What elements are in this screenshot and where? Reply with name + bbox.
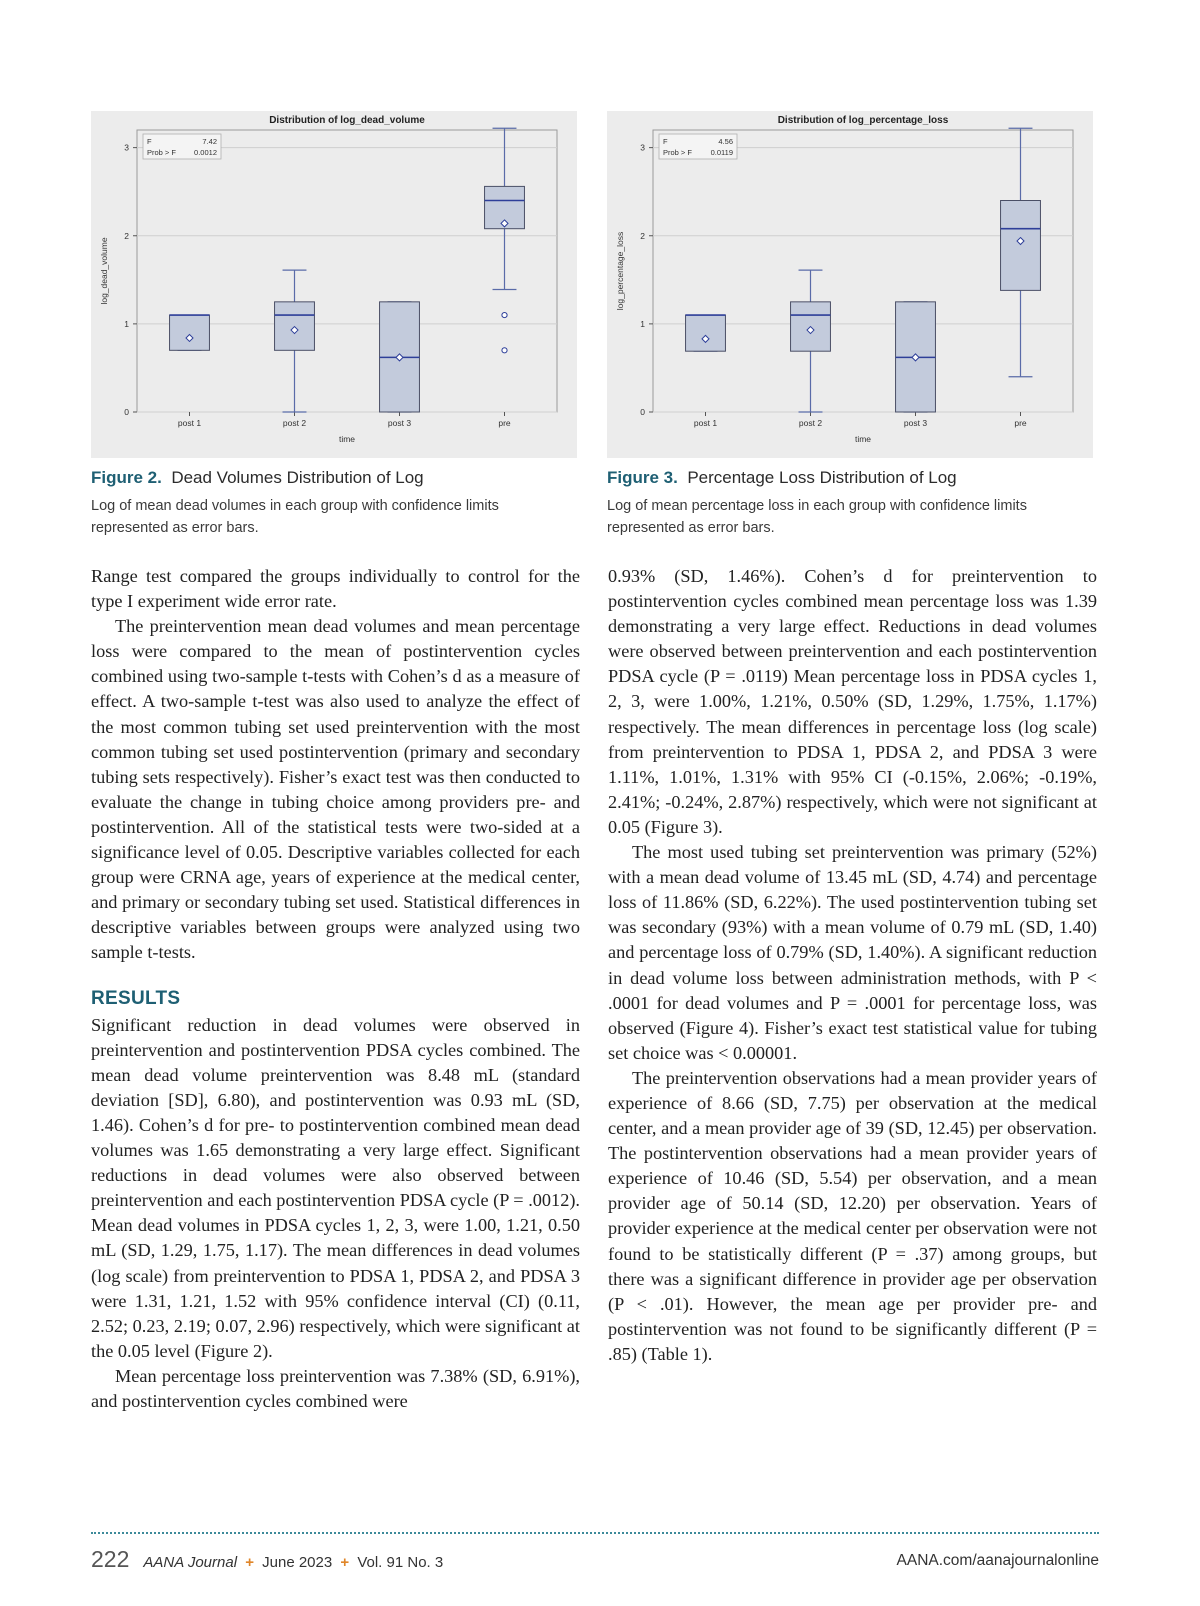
- x-axis-label: time: [338, 434, 356, 444]
- journal-website-link[interactable]: AANA.com/aanajournalonline: [896, 1552, 1099, 1569]
- outlier-point: [502, 312, 507, 317]
- figure-2-chart: [91, 111, 577, 458]
- box: [686, 315, 726, 351]
- separator-icon: +: [245, 1554, 254, 1571]
- volume-number: Vol. 91 No. 3: [357, 1554, 444, 1571]
- chart-title: Distribution of log_percentage_loss: [777, 115, 949, 126]
- y-axis-label: log_percentage_loss: [615, 231, 625, 311]
- paragraph: Mean percentage loss preintervention was 7.38% (SD, 6.91%), and postintervention cycles combined were: [91, 1365, 580, 1411]
- stats-p-label: Prob > F: [147, 148, 176, 157]
- plot-area: [137, 130, 557, 412]
- x-tick-label: post 1: [177, 418, 202, 428]
- paragraph: Range test compared the groups individually to control for the type I experiment wide error rate.: [91, 566, 580, 612]
- footer-divider: [91, 1532, 1099, 1534]
- y-tick-label: 1: [124, 318, 129, 329]
- figure-3-svg: [607, 111, 1093, 458]
- figure-2-label: Figure 2.: [91, 468, 162, 487]
- box: [1001, 201, 1041, 291]
- y-tick-label: 1: [640, 318, 645, 329]
- y-tick-label: 2: [640, 230, 645, 241]
- figure-2-title: Dead Volumes Distribution of Log: [171, 468, 424, 487]
- y-tick-label: 3: [124, 142, 129, 153]
- paragraph: The preintervention observations had a mean provider years of experience of 8.66 (SD, 7.75) per observation at the medical center, and a mean provider age of 39 (SD, 12.45) per observation. The postintervention observations had a mean provider years of experience of 10.46 (SD, 5.54) per observation, and a mean provider age of 50.14 (SD, 12.20) per observation. Years of provider experience at the medical center per observation were not found to be statistically different (P = .37) among groups, but there was a significant difference in provider age per observation (P < .01). However, the mean age per provider pre- and postintervention was not found to be significantly different (P = .85) (Table 1).: [608, 1067, 1097, 1364]
- right-text-column: [608, 564, 1097, 1367]
- paragraph: 0.93% (SD, 1.46%). Cohen’s d for preintervention to postintervention cycles combined mean percentage loss was 1.39 demonstrating a very large effect. Reductions in dead volumes were observed between preintervention and each postintervention PDSA cycle (P = .0119) Mean percentage loss in PDSA cycles 1, 2, 3, were 1.00%, 1.21%, 0.50% (SD, 1.29%, 1.75%, 1.17%) respectively. The mean differences in percentage loss (log scale) from preintervention to PDSA 1, PDSA 2, and PDSA 3 were 1.11%, 1.01%, 1.31% with 95% CI (-0.15%, 2.06%; -0.19%, 2.41%; -0.24%, 2.87%) respectively, which were not significant at 0.05 (Figure 3).: [608, 566, 1097, 837]
- stats-p-value: 0.0012: [194, 148, 217, 157]
- stats-f-label: F: [663, 137, 668, 146]
- figure-3-chart: [607, 111, 1093, 458]
- box: [170, 315, 210, 350]
- issue-date: June 2023: [262, 1554, 333, 1571]
- stats-f-label: F: [147, 137, 152, 146]
- paragraph: Significant reduction in dead volumes were observed in preintervention and postintervention PDSA cycles combined. The mean dead volume preintervention was 8.48 mL (standard deviation [SD], 6.80), and postintervention was 0.93 mL (SD, 1.46). Cohen’s d for pre- to postintervention combined mean dead volumes was 1.65 demonstrating a very large effect. Significant reductions in dead volumes were also observed between preintervention and each postintervention PDSA cycle (P = .0012). Mean dead volumes in PDSA cycles 1, 2, 3, were 1.00, 1.21, 0.50 mL (SD, 1.29, 1.75, 1.17). The mean differences in dead volumes (log scale) from preintervention to PDSA 1, PDSA 2, and PDSA 3 were 1.31, 1.21, 1.52 with 95% confidence interval (CI) (0.11, 2.52; 0.23, 2.19; 0.07, 2.96) respectively, which were significant at the 0.05 level (Figure 2).: [91, 1014, 580, 1361]
- journal-name: AANA Journal: [143, 1554, 238, 1571]
- y-tick-label: 0: [640, 407, 645, 417]
- outlier-point: [502, 348, 507, 353]
- x-tick-label: post 3: [903, 418, 928, 428]
- y-tick-label: 3: [640, 142, 645, 153]
- separator-icon: +: [340, 1554, 350, 1571]
- section-heading-results: RESULTS: [91, 987, 181, 1009]
- stats-f-value: 7.42: [202, 137, 217, 146]
- figure-3-title: Percentage Loss Distribution of Log: [687, 468, 957, 487]
- figure-2-caption: [91, 467, 577, 539]
- chart-title: Distribution of log_dead_volume: [269, 115, 425, 126]
- figure-3-description: Log of mean percentage loss in each group with confidence limits represented as error bars.: [607, 498, 1027, 536]
- stats-f-value: 4.56: [718, 137, 733, 146]
- x-tick-label: pre: [1014, 418, 1027, 428]
- x-tick-label: post 2: [282, 418, 307, 428]
- stats-p-label: Prob > F: [663, 148, 692, 157]
- y-axis-label: log_dead_volume: [99, 237, 109, 305]
- y-tick-label: 2: [124, 230, 129, 241]
- x-tick-label: post 3: [387, 418, 412, 428]
- page-number: 222: [91, 1546, 130, 1572]
- footer-left: [91, 1546, 443, 1573]
- stats-p-value: 0.0119: [710, 148, 733, 157]
- paragraph: The preintervention mean dead volumes and mean percentage loss were compared to the mean of postintervention cycles combined using two-sample t-tests with Cohen’s d as a measure of effect. A two-sample t-test was also used to analyze the effect of the most common tubing set used preintervention with the most common tubing set used postintervention (primary and secondary tubing sets respectively). Fisher’s exact test was then conducted to evaluate the change in tubing choice among providers pre- and postintervention. All of the statistical tests were two-sided at a significance level of 0.05. Descriptive variables collected for each group were CRNA age, years of experience at the medical center, and primary or secondary tubing set used. Statistical differences in descriptive variables between groups were analyzed using two sample t-tests.: [91, 616, 580, 963]
- x-axis-label: time: [854, 434, 872, 444]
- x-tick-label: post 2: [798, 418, 823, 428]
- figure-3-label: Figure 3.: [607, 468, 678, 487]
- figure-3-caption: [607, 467, 1093, 539]
- x-tick-label: pre: [498, 418, 511, 428]
- figure-2-svg: [91, 111, 577, 458]
- paragraph: The most used tubing set preintervention was primary (52%) with a mean dead volume of 13.45 mL (SD, 4.74) and percentage loss of 11.86% (SD, 6.22%). The used postintervention tubing set was secondary (93%) with a mean volume of 0.79 mL (SD, 1.40) and percentage loss of 0.79% (SD, 1.40%). A significant reduction in dead volume loss between administration methods, with P < .0001 for dead volumes and P = .0001 for percentage loss, was observed (Figure 4). Fisher’s exact test statistical value for tubing set choice was < 0.00001.: [608, 842, 1097, 1063]
- left-text-column: [91, 564, 580, 1414]
- y-tick-label: 0: [124, 407, 129, 417]
- x-tick-label: post 1: [693, 418, 718, 428]
- figure-2-description: Log of mean dead volumes in each group with confidence limits represented as error bars.: [91, 498, 499, 536]
